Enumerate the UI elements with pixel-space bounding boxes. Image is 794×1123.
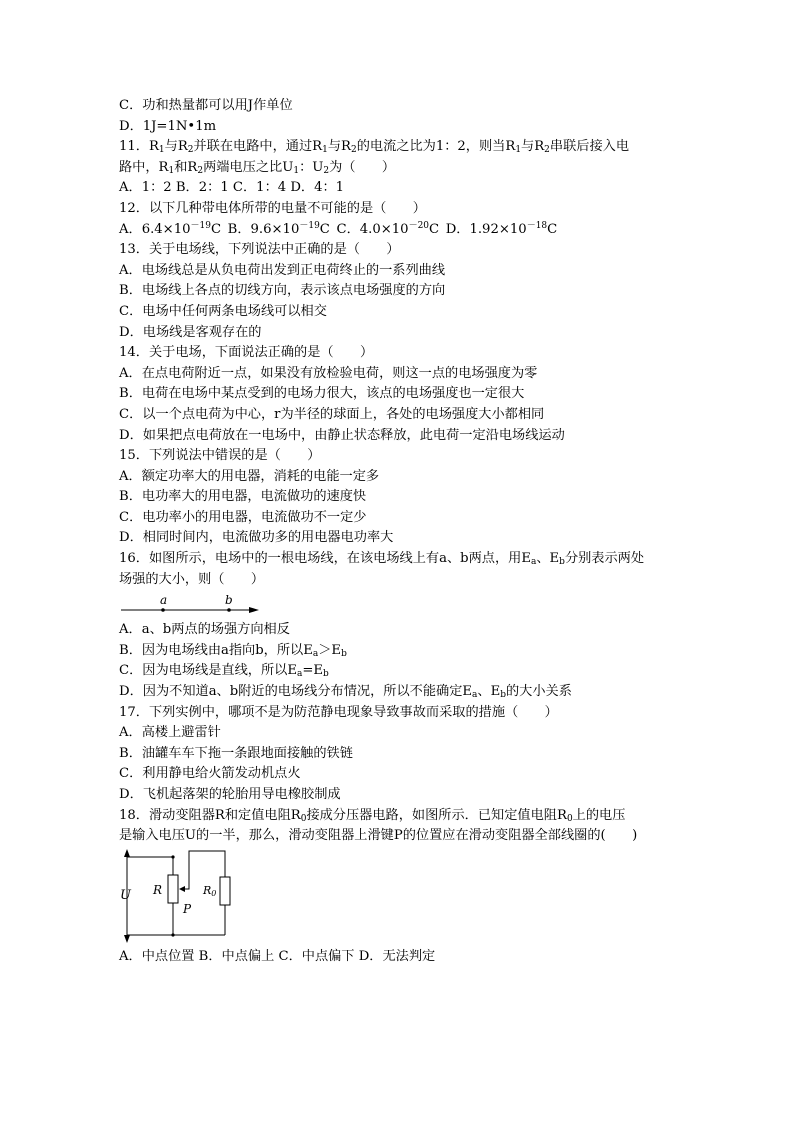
voltage-arrow-down-icon (124, 935, 130, 943)
q13-option-a: A．电场线总是从负电荷出发到正电荷终止的一系列曲线 (119, 262, 446, 278)
junction-top (171, 855, 174, 858)
q18-stem-line2: 是输入电压U的一半，那么，滑动变阻器上滑键P的位置应在滑动变阻器全部线圈的( ) (119, 828, 638, 844)
q18-circuit-figure (119, 847, 689, 947)
q16-option-b: B．因为电场线由a指向b，所以$E_a>E_b$ (119, 642, 347, 659)
q13-stem: 13．关于电场线，下列说法中正确的是（ ） (119, 242, 400, 258)
q16-option-a: A．a、b两点的场强方向相反 (119, 622, 290, 638)
voltage-divider-circuit (119, 847, 239, 947)
q15-option-a: A．额定功率大的用电器，消耗的电能一定多 (119, 468, 380, 484)
exam-page (119, 96, 689, 967)
q12-options: A．$6.4\times 10^{-19}C$ B．$9.6\times 10^{-19}C$ C．$4.0\times 10^{-20}C$ D．$1.92\times 10^{-18}C$ (119, 220, 558, 237)
q17-stem: 17．下列实例中，哪项不是为防范静电现象导致事故而采取的措施（ ） (119, 704, 558, 720)
rheostat-r (168, 875, 178, 903)
voltage-arrow-up-icon (124, 849, 130, 857)
q13-option-d: D．电场线是客观存在的 (119, 324, 262, 340)
q16-option-d: D．因为不知道a、b附近的电场线分布情况，所以不能确定$E_a$、$E_b$的大小关系 (119, 684, 572, 701)
point-b-dot (227, 608, 231, 612)
q15-stem: 15．下列说法中错误的是（ ） (119, 448, 321, 464)
slider-arrow-icon (179, 886, 185, 892)
q10-option-c: C．功和热量都可以用J作单位 (119, 98, 293, 113)
field-line-arrow-icon (249, 607, 259, 613)
resistor-r0-label: R0 (203, 883, 217, 898)
q11-stem-line1: 11．$R_1$与$R_2$并联在电路中，通过$R_1$与$R_2$的电流之比为1：2，则当$R_1$与$R_2$串联后接入电 (119, 139, 630, 156)
q16-stem-line1: 16．如图所示，电场中的一根电场线，在该电场线上有a、b两点，用$E_a$、$E_b$分别表示两处 (119, 551, 645, 568)
point-a-dot (161, 608, 165, 612)
q11-stem-line2: 路中，$R_1$和$R_2$两端电压之比$U_1$：$U_2$为（ ） (119, 159, 396, 176)
field-line-diagram (119, 590, 269, 620)
point-b-label: b (225, 593, 233, 608)
q15-option-d: D．相同时间内，电流做功多的用电器电功率大 (119, 530, 394, 546)
q14-option-d: D．如果把点电荷放在一电场中，由静止状态释放，此电荷一定沿电场线运动 (119, 427, 565, 443)
q17-option-a: A．高楼上避雷针 (119, 725, 221, 741)
q11-options: A．1：2 B．2：1 C．1：4 D．4：1 (119, 180, 345, 196)
q17-option-b: B．油罐车车下拖一条跟地面接触的铁链 (119, 745, 353, 761)
rheostat-r-label: R (153, 882, 163, 897)
q17-option-c: C．利用静电给火箭发动机点火 (119, 766, 301, 782)
q16-field-line-figure (119, 590, 689, 620)
q14-option-a: A．在点电荷附近一点，如果没有放检验电荷，则这一点的电场强度为零 (119, 365, 538, 381)
q14-stem: 14．关于电场，下面说法正确的是（ ） (119, 345, 374, 361)
q18-stem-line1: 18．滑动变阻器R和定值电阻$R_0$接成分压器电路，如图所示．已知定值电阻$R_0$上的电压 (119, 807, 626, 824)
q15-option-b: B．电功率大的用电器，电流做功的速度快 (119, 489, 367, 505)
resistor-r0 (220, 877, 230, 905)
q16-option-c: C．因为电场线是直线，所以$E_a=E_b$ (119, 663, 329, 680)
q10-option-d: D．1J=1N•1m (119, 118, 217, 134)
slider-p-label: P (183, 901, 192, 916)
q16-stem-line2: 场强的大小，则（ ） (119, 571, 265, 587)
q17-option-d: D．飞机起落架的轮胎用导电橡胶制成 (119, 787, 341, 802)
voltage-u-label: U (120, 887, 131, 903)
junction-bottom (171, 933, 174, 936)
point-a-label: a (160, 593, 168, 608)
q14-option-c: C．以一个点电荷为中心，r为半径的球面上，各处的电场强度大小都相同 (119, 406, 545, 422)
q15-option-c: C．电功率小的用电器，电流做功不一定少 (119, 509, 367, 525)
q18-options: A．中点位置 B．中点偏上 C．中点偏下 D．无法判定 (119, 948, 436, 964)
q13-option-c: C．电场中任何两条电场线可以相交 (119, 303, 327, 319)
q12-stem: 12．以下几种带电体所带的电量不可能的是（ ） (119, 200, 426, 216)
q14-option-b: B．电荷在电场中某点受到的电场力很大，该点的电场强度也一定很大 (119, 386, 525, 402)
q13-option-b: B．电场线上各点的切线方向，表示该点电场强度的方向 (119, 283, 446, 299)
